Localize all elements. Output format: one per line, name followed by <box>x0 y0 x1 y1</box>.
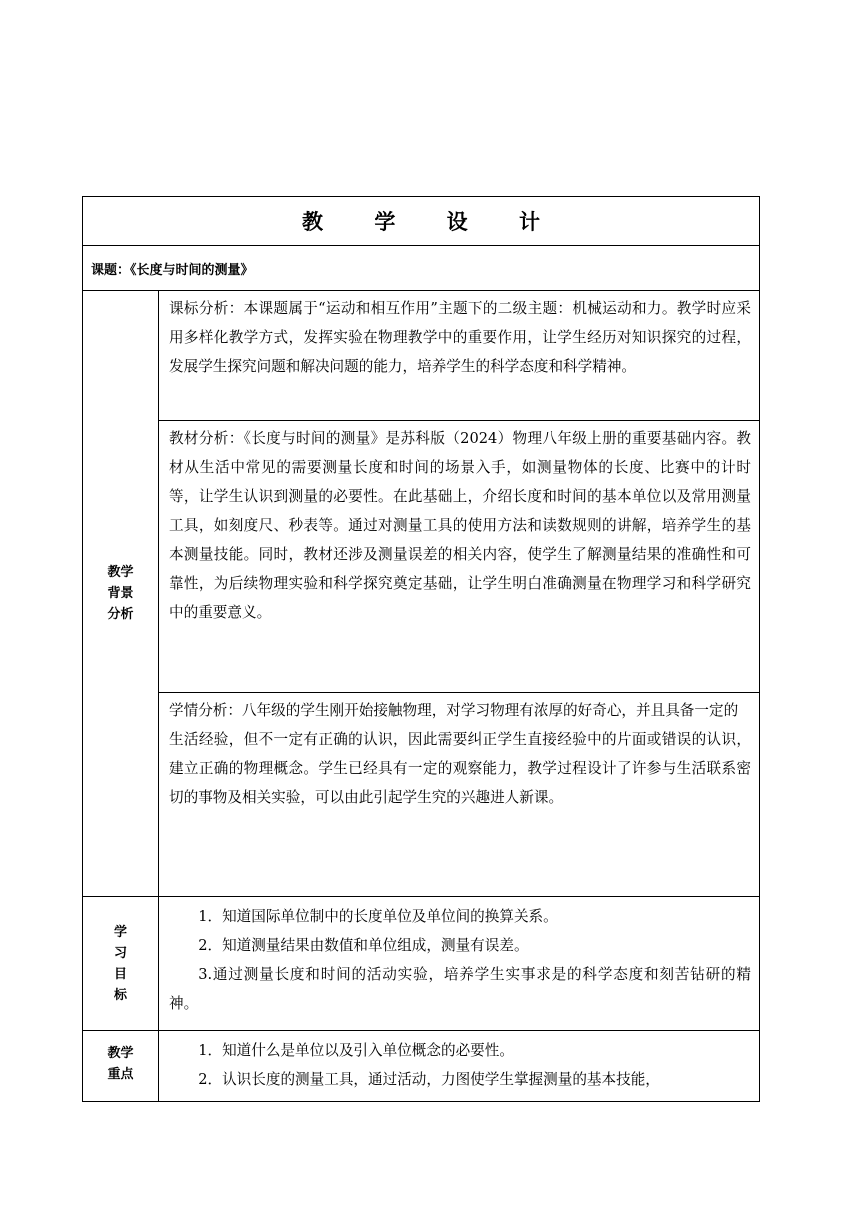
curriculum-analysis-cell <box>159 291 760 421</box>
objective-item: 2．知道测量结果由数值和单位组成，测量有误差。 <box>198 937 529 954</box>
background-analysis-label <box>83 291 159 897</box>
objective-item: 1．知道国际单位制中的长度单位及单位间的换算关系。 <box>198 908 558 925</box>
label-line: 教学 <box>107 565 134 580</box>
key-points-cell <box>159 1031 760 1102</box>
label-line: 重点 <box>107 1067 134 1082</box>
key-point-item: 2．认识长度的测量工具，通过活动，力图使学生掌握测量的基本技能， <box>198 1071 660 1088</box>
lesson-topic: 课题：《长度与时间的测量》 <box>83 246 760 291</box>
curriculum-analysis-text: 课标分析：本课题属于“运动和相互作用”主题下的二级主题：机械运动和力。教学时应采用多样化教学方式，发挥实验在物理教学中的重要作用，让学生经历对知识探究的过程，发展学生探究问题和解决问题的能力，培养学生的科学态度和科学精神。 <box>169 300 751 375</box>
key-point-item: 1．知道什么是单位以及引入单位概念的必要性。 <box>198 1042 514 1059</box>
textbook-analysis-text: 教材分析：《长度与时间的测量》是苏科版（2024）物理八年级上册的重要基础内容。教材从生活中常见的需要测量长度和时间的场景入手，如测量物体的长度、比赛中的计时等，让学生认识到测量的必要性。在此基础上，介绍长度和时间的基本单位以及常用测量工具，如刻度尺、秒表等。通过对测量工具的使用方法和读数规则的讲解，培养学生的基本测量技能。同时，教材还涉及测量误差的相关内容，使学生了解测量结果的准确性和可靠性，为后续物理实验和科学探究奠定基础，让学生明白准确测量在物理学习和科学研究中的重要意义。 <box>169 430 751 621</box>
key-points-label <box>83 1031 159 1102</box>
label-line: 背景 <box>107 586 134 601</box>
learning-objectives-label <box>83 897 159 1031</box>
label-line: 教学 <box>107 1046 134 1061</box>
label-line: 学 <box>113 924 127 940</box>
objective-item: 3.通过测量长度和时间的活动实验，培养学生实事求是的科学态度和刻苦钻研的精神。 <box>169 966 751 1012</box>
label-line: 习 <box>113 945 127 961</box>
document-title: 教 学 设 计 <box>83 197 760 246</box>
student-analysis-cell <box>159 693 760 897</box>
lesson-design-table <box>82 196 760 1102</box>
textbook-analysis-cell <box>159 421 760 693</box>
learning-objectives-cell <box>159 897 760 1031</box>
label-line: 标 <box>113 987 127 1003</box>
student-analysis-text-line1: 学情分析：八年级的学生刚开始接触物理，对学习物理有浓厚的好奇心，并且具备一定的 <box>169 702 739 719</box>
label-line: 分析 <box>107 607 134 622</box>
label-line: 目 <box>113 966 127 982</box>
student-analysis-text-line2: 生活经验，但不一定有正确的认识，因此需要纠正学生直接经验中的片面或错误的认识，建立正确的物理概念。学生已经具有一定的观察能力，教学过程设计了许参与生活联系密切的事物及相关实验，可以由此引起学生究的兴趣进人新课。 <box>169 731 751 806</box>
